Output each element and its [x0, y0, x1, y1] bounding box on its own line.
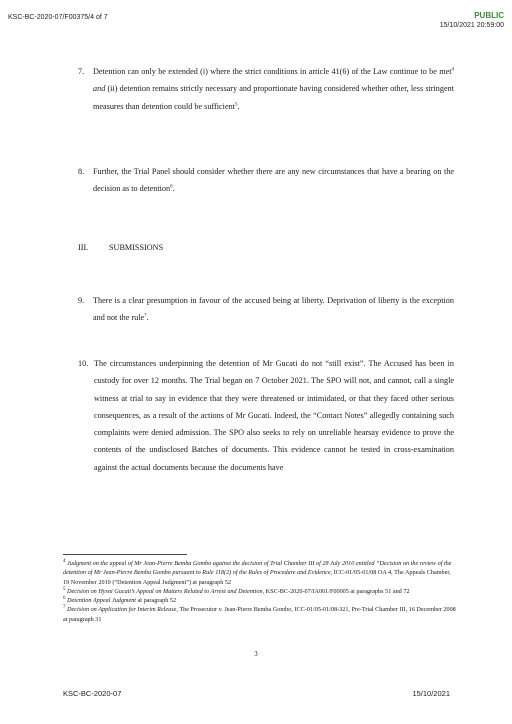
footnote-marker: 4: [63, 558, 66, 564]
text-run: The circumstances underpinning the detention of Mr Gucati do not “still exist”. The Accused has been in custody for over 12 months. The Trial began on 7 October 2021. The SPO will not, and cannot, call a single witness at trial to say in evidence that they were threatened or intimidated, or that they faced other serious consequences, as a result of the actions of Mr Gucati. Indeed, the “Contact Notes” allegedly containing such complaints were denied admission. The SPO also seeks to rely on unreliable hearsay evidence to prove the contents of the undisclosed Batches of documents. This evidence cannot be tested in cross-examination against the actual documents because the documents have: [94, 359, 454, 472]
text-run: , KSC-BC-2020-07/IA001/F00005 at paragraphs 51 and 72: [262, 587, 410, 595]
paragraph-text: [93, 292, 454, 327]
footnote-separator: [63, 554, 187, 555]
italic-text: Judgment on the appeal of Mr Jean-Pierre Bemba Gombo against the decision of Trial Chamber III of 28 July 2010 entitled “Decision on the review of the detention of Mr Jean-Pierre Bemba Gombo pursuant to Rule 118(2) of the Rules of Procedure and Evidence: [63, 560, 452, 577]
footnote-marker: 7: [144, 313, 147, 319]
paragraph-number: 9.: [78, 296, 85, 305]
footnote-5: [63, 587, 458, 596]
page-number: 3: [254, 650, 258, 658]
text-run: Detention can only be extended (i) where the strict conditions in article 41(6) of the Law continue to be met: [93, 67, 452, 76]
italic-text: Detention Appeal Judgment: [67, 597, 137, 605]
footnote-marker: 7: [63, 605, 66, 611]
classification-label: PUBLIC: [474, 11, 504, 20]
italic-text: Decision on Application for Interim Release: [67, 606, 177, 614]
section-title: SUBMISSIONS: [109, 243, 164, 252]
paragraph-number: 8.: [78, 167, 85, 176]
paragraph-number: 7.: [78, 67, 85, 76]
document-reference: KSC-BC-2020-07/F00375/4 of 7: [8, 14, 108, 21]
text-run: Further, the Trial Panel should consider whether there are any new circumstances that have a bearing on the decision as to detention: [93, 167, 454, 194]
section-number: III.: [78, 243, 89, 252]
text-run: There is a clear presumption in favour of the accused being at liberty. Deprivation of liberty is the exception and not the rule: [93, 296, 454, 323]
header-stamp: [440, 11, 504, 30]
paragraph-number: 10.: [78, 359, 89, 368]
paragraph-text: [93, 63, 454, 115]
paragraph-text: [94, 355, 454, 476]
text-run: at paragraph 52: [136, 597, 177, 605]
footnote-marker: 5: [234, 101, 238, 107]
text-run: .: [146, 313, 149, 323]
paragraph-9: [78, 292, 454, 327]
footnote-marker: 4: [451, 67, 454, 73]
filing-timestamp: 15/10/2021 20:59:00: [439, 22, 504, 29]
footnotes: [63, 559, 458, 624]
paragraph-text: [93, 163, 454, 198]
footnote-4: [63, 559, 458, 587]
paragraph-7: [78, 63, 454, 115]
footer-case-reference: KSC-BC-2020-07: [63, 689, 122, 698]
italic-text: and: [93, 84, 106, 94]
footnote-marker: 6: [63, 596, 66, 602]
footnote-7: [63, 605, 458, 624]
text-run: , ICC-01/05-01/08 OA 4, The Appeals Chamber, 19 November 2010 (“Detention Appeal Judgment”) at paragraph 52: [63, 569, 451, 586]
text-run: , The Prosecutor v. Jean-Pierre Bemba Gombo, ICC-01/05-01/08-321, Pre-Trial Chamber III, 16 December 2008 at paragraph 31: [63, 606, 456, 623]
italic-text: Decision on Hysni Gucati’s Appeal on Matters Related to Arrest and Detention: [67, 587, 263, 595]
paragraph-10: [78, 355, 454, 476]
paragraph-8: [78, 163, 454, 198]
text-run: .: [172, 184, 175, 194]
footer-date: 15/10/2021: [412, 689, 450, 698]
footnote-marker: 6: [170, 184, 173, 190]
text-run: (ii) detention remains strictly necessary and proportionate having considered whether other, less stringent measures than detention could be sufficient: [93, 84, 454, 111]
footnote-marker: 5: [63, 586, 66, 592]
section-heading: [78, 243, 163, 252]
text-run: .: [237, 101, 240, 111]
footnote-6: [63, 596, 458, 605]
